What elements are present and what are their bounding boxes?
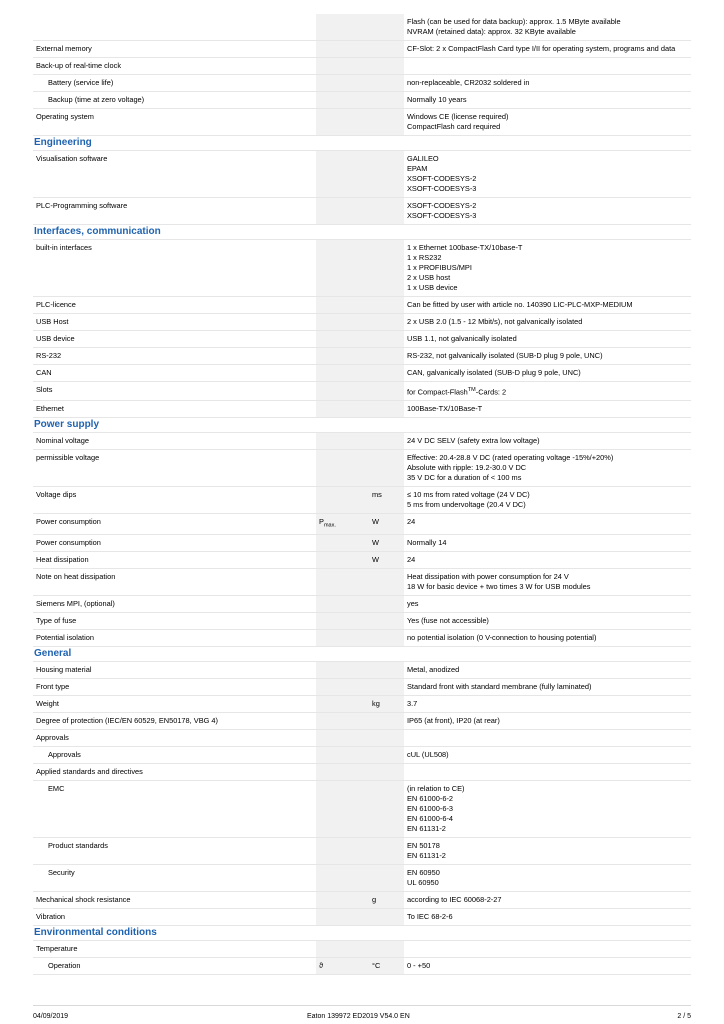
spec-row [33,596,691,613]
spec-unit [369,92,404,108]
spec-symbol-subscript: max. [323,522,336,529]
spec-value-text: Windows CE (license required) CompactFlash card required [407,112,509,131]
spec-value [404,747,691,763]
spec-label: Potential isolation [36,632,94,642]
spec-value [404,433,691,449]
spec-value-text: non-replaceable, CR2032 soldered in [407,78,530,87]
spec-value-superscript: TM [467,387,476,393]
spec-value-text: XSOFT-CODESYS-2 XSOFT-CODESYS-3 [407,201,477,220]
spec-value [404,764,691,780]
spec-label: Housing material [36,664,92,674]
spec-unit [369,679,404,695]
spec-value-text: 1 x Ethernet 100base-TX/10base-T 1 x RS232 1 x PROFIBUS/MPI 2 x USB host 1 x USB device [407,243,523,292]
spec-symbol-text: P [319,517,324,527]
spec-unit [369,41,404,57]
spec-symbol [316,613,369,629]
spec-label: Power consumption [36,517,101,527]
spec-symbol [316,941,369,957]
spec-value [404,552,691,568]
spec-unit [369,331,404,347]
spec-row [33,747,691,764]
spec-label: External memory [36,44,92,53]
spec-symbol [316,662,369,678]
spec-value [404,838,691,864]
spec-symbol [316,630,369,646]
spec-label: Siemens MPI, (optional) [36,598,115,608]
spec-unit [369,838,404,864]
spec-label: Visualisation software [36,154,108,163]
spec-value-text: 24 [407,554,416,564]
spec-unit [369,348,404,364]
spec-symbol [316,58,369,74]
spec-label: USB device [36,334,75,343]
spec-symbol [316,331,369,347]
spec-value-text: IP65 (at front), IP20 (at rear) [407,715,500,725]
spec-unit [369,596,404,612]
spec-symbol [316,747,369,763]
spec-value [404,958,691,974]
spec-value-text: EN 50178 EN 61131-2 [407,840,446,860]
spec-value [404,781,691,837]
spec-label: RS-232 [36,351,62,360]
spec-value-text: cUL (UL508) [407,749,449,759]
spec-value [404,75,691,91]
spec-symbol [316,348,369,364]
spec-value [404,679,691,695]
spec-unit [369,630,404,646]
spec-value [404,331,691,347]
spec-value [404,109,691,135]
spec-label: Applied standards and directives [36,766,143,776]
spec-table [33,14,691,975]
spec-value [404,348,691,364]
spec-value-text: Effective: 20.4-28.8 V DC (rated operating voltage -15%/+20%) Absolute with ripple: 19.2-30.0 V DC 35 V DC for a duration of < 100 ms [407,453,614,483]
spec-value [404,41,691,57]
spec-symbol [316,596,369,612]
spec-row [33,696,691,713]
spec-symbol-text: ϑ [319,960,324,970]
spec-value [404,365,691,381]
spec-symbol [316,450,369,486]
spec-value [404,596,691,612]
spec-label: Ethernet [36,404,64,414]
spec-value [404,730,691,746]
spec-label: Vibration [36,911,66,921]
spec-value-text: ≤ 10 ms from rated voltage (24 V DC) 5 ms from undervoltage (20.4 V DC) [407,490,530,510]
spec-label: CAN [36,368,52,377]
spec-row [33,865,691,892]
spec-symbol [316,92,369,108]
spec-value-text: 3.7 [407,698,418,708]
spec-unit [369,240,404,296]
spec-unit [369,75,404,91]
spec-row [33,569,691,596]
spec-unit [369,781,404,837]
spec-unit [369,401,404,417]
spec-label: PLC-licence [36,300,76,309]
spec-label: Battery (service life) [48,78,114,87]
spec-symbol [316,240,369,296]
spec-value-text: Normally 10 years [407,95,467,104]
page-footer [33,1005,691,1020]
spec-value [404,613,691,629]
spec-unit [369,58,404,74]
spec-label: USB Host [36,317,69,326]
spec-label: Approvals [48,749,81,759]
spec-row [33,781,691,838]
footer-page-number: 2 / 5 [677,1013,691,1020]
spec-unit [369,14,404,40]
spec-symbol [316,41,369,57]
spec-unit [369,365,404,381]
spec-unit [369,713,404,729]
spec-row [33,401,691,418]
spec-unit [369,569,404,595]
spec-symbol [316,314,369,330]
spec-value-text: for Compact-Flash [407,387,468,397]
spec-value [404,487,691,513]
spec-label: Slots [36,385,53,394]
spec-row [33,365,691,382]
spec-unit: W [369,535,404,551]
spec-unit [369,314,404,330]
spec-value-text: 0 - +50 [407,960,431,970]
spec-unit [369,613,404,629]
spec-value-text: 24 [407,517,416,527]
section-heading: Interfaces, communication [33,225,691,240]
spec-row [33,764,691,781]
spec-row [33,433,691,450]
spec-value [404,713,691,729]
spec-value [404,662,691,678]
spec-symbol [316,730,369,746]
spec-unit [369,433,404,449]
spec-symbol [316,514,369,533]
spec-label: Heat dissipation [36,554,89,564]
spec-unit [369,662,404,678]
spec-value [404,14,691,40]
spec-value [404,297,691,313]
spec-value [404,240,691,296]
spec-symbol [316,713,369,729]
spec-row [33,109,691,136]
spec-unit [369,382,404,400]
spec-value [404,92,691,108]
section-heading: Engineering [33,136,691,151]
spec-value [404,58,691,74]
spec-symbol [316,433,369,449]
spec-row [33,314,691,331]
spec-row [33,662,691,679]
spec-symbol [316,297,369,313]
spec-value [404,630,691,646]
spec-row [33,630,691,647]
spec-label: PLC-Programming software [36,201,128,210]
spec-label: Voltage dips [36,490,77,500]
spec-unit [369,450,404,486]
spec-unit [369,909,404,925]
spec-value-text: Can be fitted by user with article no. 140390 LIC-PLC-MXP-MEDIUM [407,300,633,309]
spec-value-text: Metal, anodized [407,664,460,674]
spec-value-text: RS-232, not galvanically isolated (SUB-D plug 9 pole, UNC) [407,351,603,360]
spec-label: EMC [48,783,65,793]
footer-document-id: Eaton 139972 ED2019 V54.0 EN [307,1013,410,1020]
spec-label: Mechanical shock resistance [36,894,131,904]
section-heading: Power supply [33,418,691,433]
spec-label [33,14,316,40]
spec-row [33,58,691,75]
spec-symbol [316,198,369,224]
spec-row [33,151,691,198]
spec-value-text: To IEC 68-2-6 [407,911,453,921]
spec-unit: W [369,514,404,533]
spec-symbol [316,14,369,40]
spec-label: Type of fuse [36,615,77,625]
spec-value-text: Standard front with standard membrane (fully laminated) [407,681,592,691]
spec-value [404,514,691,533]
spec-value [404,696,691,712]
spec-value-text: Yes (fuse not accessible) [407,615,489,625]
spec-row [33,41,691,58]
spec-value-text: (in relation to CE) EN 61000-6-2 EN 61000-6-3 EN 61000-6-4 EN 61131-2 [407,783,465,833]
spec-symbol [316,401,369,417]
spec-symbol [316,892,369,908]
spec-value [404,865,691,891]
spec-row [33,92,691,109]
spec-unit [369,730,404,746]
spec-value-text: no potential isolation (0 V-connection to housing potential) [407,632,597,642]
spec-value [404,314,691,330]
spec-value-text: Normally 14 [407,537,447,547]
spec-label: Operating system [36,112,94,121]
spec-row [33,75,691,92]
spec-row [33,552,691,569]
spec-row [33,450,691,487]
spec-value-suffix: -Cards: 2 [475,387,507,397]
spec-label: Power consumption [36,537,101,547]
spec-row [33,331,691,348]
spec-value [404,198,691,224]
spec-unit: g [369,892,404,908]
spec-row [33,382,691,401]
spec-symbol [316,552,369,568]
spec-row [33,679,691,696]
spec-value-text: 24 V DC SELV (safety extra low voltage) [407,436,540,446]
spec-value [404,909,691,925]
spec-unit [369,109,404,135]
spec-unit [369,151,404,197]
spec-symbol [316,109,369,135]
spec-label: Security [48,867,75,877]
spec-symbol [316,958,369,974]
spec-symbol [316,151,369,197]
spec-label: Product standards [48,840,108,850]
spec-value-text: Heat dissipation with power consumption for 24 V 18 W for basic device + two times 3 W for USB modules [407,571,591,591]
spec-value-text: CAN, galvanically isolated (SUB-D plug 9 pole, UNC) [407,368,581,377]
spec-unit [369,198,404,224]
spec-label: Back-up of real-time clock [36,61,122,70]
spec-value-text: according to IEC 60068-2-27 [407,894,502,904]
spec-label: Front type [36,681,70,691]
spec-value [404,892,691,908]
spec-label: Temperature [36,943,78,953]
spec-row [33,941,691,958]
spec-row [33,892,691,909]
spec-value-text: yes [407,598,419,608]
spec-unit [369,297,404,313]
spec-row [33,487,691,514]
spec-symbol [316,535,369,551]
spec-symbol [316,679,369,695]
spec-value [404,382,691,400]
spec-row [33,713,691,730]
spec-value-text: 100Base-TX/10Base-T [407,404,483,414]
spec-value-text: 2 x USB 2.0 (1.5 - 12 Mbit/s), not galvanically isolated [407,317,583,326]
spec-unit [369,941,404,957]
spec-label: built-in interfaces [36,243,92,252]
spec-value-text: USB 1.1, not galvanically isolated [407,334,517,343]
spec-unit [369,747,404,763]
spec-label: Operation [48,960,81,970]
spec-symbol [316,75,369,91]
spec-value-text: CF-Slot: 2 x CompactFlash Card type I/II for operating system, programs and data [407,44,676,53]
spec-row [33,514,691,534]
spec-label: Nominal voltage [36,436,89,446]
spec-unit [369,865,404,891]
spec-symbol [316,764,369,780]
spec-value [404,535,691,551]
spec-value [404,450,691,486]
spec-value [404,401,691,417]
spec-label: permissible voltage [36,453,100,463]
footer-date: 04/09/2019 [33,1013,69,1020]
spec-symbol [316,487,369,513]
spec-row [33,198,691,225]
spec-symbol [316,909,369,925]
spec-value-text: EN 60950 UL 60950 [407,867,440,887]
spec-unit [369,764,404,780]
spec-row [33,838,691,865]
spec-row [33,297,691,314]
spec-label: Backup (time at zero voltage) [48,95,145,104]
spec-unit: ms [369,487,404,513]
spec-unit: °C [369,958,404,974]
spec-symbol [316,365,369,381]
spec-label: Degree of protection (IEC/EN 60529, EN50178, VBG 4) [36,715,218,725]
spec-unit: W [369,552,404,568]
spec-symbol [316,696,369,712]
spec-symbol [316,865,369,891]
spec-row [33,240,691,297]
spec-label: Approvals [36,732,69,742]
spec-row [33,535,691,552]
spec-symbol [316,838,369,864]
spec-value [404,151,691,197]
spec-value-text: Flash (can be used for data backup): approx. 1.5 MByte available NVRAM (retained data): approx. 32 KByte available [407,17,621,36]
section-heading: Environmental conditions [33,926,691,941]
spec-symbol [316,382,369,400]
spec-row [33,14,691,41]
section-heading: General [33,647,691,662]
spec-unit: kg [369,696,404,712]
spec-value [404,941,691,957]
spec-value-text: GALILEO EPAM XSOFT-CODESYS-2 XSOFT-CODESYS-3 [407,154,477,193]
spec-symbol [316,781,369,837]
spec-row [33,958,691,975]
spec-row [33,348,691,365]
spec-value [404,569,691,595]
spec-row [33,613,691,630]
spec-symbol [316,569,369,595]
spec-label: Weight [36,698,59,708]
spec-row [33,909,691,926]
spec-row [33,730,691,747]
spec-label: Note on heat dissipation [36,571,116,581]
